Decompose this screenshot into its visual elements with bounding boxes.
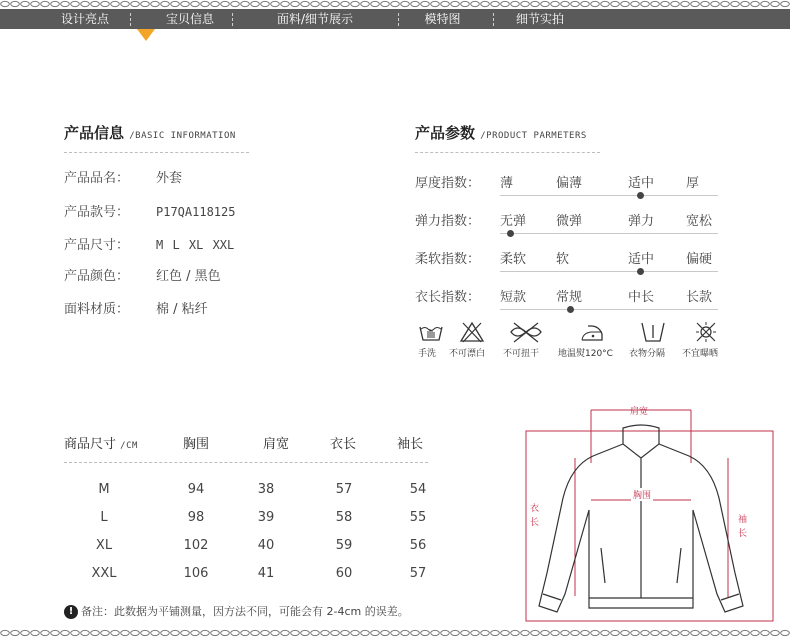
care-label: 地温熨120°C [558,349,613,359]
divider [64,152,249,153]
diagram-label-chest: 胸围 [631,488,653,501]
diagram-frame [526,431,773,621]
low-iron-icon [579,321,605,343]
size-cell: 39 [257,510,275,525]
nav-product-info[interactable]: 宝贝信息 [165,12,214,26]
nav-design-highlights[interactable]: 设计亮点 [60,12,109,26]
jacket-size-diagram [525,398,775,623]
info-row-name [64,167,182,186]
exclamation-icon: ! [64,605,78,619]
size-cell: 94 [187,482,205,497]
size-cell: 38 [257,482,275,497]
param-scale-track [500,309,718,310]
diagram-label-length: 衣长 [530,504,540,528]
size-cell: 40 [257,538,275,553]
bottom-chain-border [0,629,790,637]
product-info-heading: 产品信息 [64,124,125,142]
info-row-style-number [64,201,235,220]
info-value: 棉 / 粘纤 [156,302,208,317]
care-label: 手洗 [418,349,437,359]
size-table-slash: / [120,441,127,451]
info-row-material [64,298,208,317]
nav-fabric-details[interactable]: 面料/细节展示 [276,12,354,26]
divider [64,462,428,463]
active-nav-marker-icon [137,29,155,41]
info-label: 产品款号： [64,205,130,220]
info-value: M L XL XXL [156,238,235,252]
divider [415,152,600,153]
size-table-title [64,433,138,452]
size-cell: 57 [335,482,353,497]
size-cell: 41 [257,566,275,581]
jacket-outline [539,425,743,612]
care-label: 不宜曝晒 [682,349,719,359]
table-header-sleeve: 袖长 [397,437,424,452]
size-cell: 56 [409,538,427,553]
nav-divider [493,13,494,26]
size-cell: 58 [335,510,353,525]
param-option: 短款 [500,290,527,305]
hand-wash-icon [418,321,444,343]
param-option: 偏薄 [556,176,583,191]
info-row-size [64,234,234,253]
care-label: 不可漂白 [449,349,486,359]
info-value: 外套 [156,171,183,186]
info-value: 红色 / 黑色 [156,269,221,284]
size-label: XXL [91,566,117,581]
param-option: 适中 [628,252,655,267]
size-cell: 102 [183,538,209,553]
param-option: 常规 [556,290,583,305]
product-info-title [64,122,236,143]
product-params-subtitle: PRODUCT PARMETERS [486,131,587,141]
size-cell: 59 [335,538,353,553]
info-row-color [64,265,221,284]
param-scale-marker [567,306,574,313]
param-option: 中长 [628,290,655,305]
care-label: 衣物分隔 [629,349,666,359]
param-option: 宽松 [686,214,713,229]
param-option: 弹力 [628,214,655,229]
nav-divider [130,13,131,26]
param-option: 微弹 [556,214,583,229]
size-table-heading: 商品尺寸 [64,437,117,452]
param-option: 软 [556,252,570,267]
param-label: 柔软指数： [415,252,481,267]
care-label: 不可扭干 [503,349,540,359]
size-cell: 54 [409,482,427,497]
product-params-title [415,122,587,143]
product-params-heading: 产品参数 [415,124,476,142]
size-table-unit: CM [126,441,138,451]
param-scale-marker [637,192,644,199]
param-option: 长款 [686,290,713,305]
nav-detail-photos[interactable]: 细节实拍 [515,12,564,26]
info-label: 面料材质： [64,302,130,317]
nav-divider [232,13,233,26]
nav-divider [398,13,399,26]
diagram-label-shoulder: 肩宽 [630,407,649,417]
size-cell: 55 [409,510,427,525]
info-label: 产品尺寸： [64,238,130,253]
diagram-label-sleeve: 袖长 [738,515,748,539]
param-scale-track [500,233,718,234]
param-scale-marker [507,230,514,237]
param-scale-track [500,271,718,272]
info-value: P17QA118125 [156,205,236,219]
param-option: 薄 [500,176,514,191]
param-label: 衣长指数： [415,290,481,305]
param-scale-marker [637,268,644,275]
size-cell: 57 [409,566,427,581]
param-label: 弹力指数： [415,214,481,229]
size-label: L [100,510,108,525]
measurement-note [64,603,409,619]
table-header-shoulder: 肩宽 [263,437,290,452]
param-label: 厚度指数： [415,176,481,191]
size-label: M [98,482,110,497]
table-header-chest: 胸围 [183,437,210,452]
info-label: 产品品名： [64,171,130,186]
size-cell: 98 [187,510,205,525]
table-header-length: 衣长 [330,437,357,452]
param-option: 适中 [628,176,655,191]
no-wring-icon [508,321,544,343]
param-option: 偏硬 [686,252,713,267]
size-label: XL [95,538,113,553]
no-bleach-icon [459,321,485,343]
product-info-slash: / [129,131,136,141]
separate-wash-icon [640,321,666,343]
top-chain-border [0,0,790,8]
product-params-slash: / [480,131,487,141]
no-sun-dry-icon [693,321,719,343]
note-text: 备注：此数据为平铺测量，因方法不同，可能会有 2-4cm 的误差。 [81,605,409,618]
nav-model-photos[interactable]: 模特图 [424,12,461,26]
param-scale-track [500,195,718,196]
param-option: 厚 [686,176,700,191]
info-label: 产品颜色： [64,269,130,284]
top-nav [0,9,790,29]
param-option: 无弹 [500,214,527,229]
product-info-subtitle: BASIC INFORMATION [135,131,236,141]
size-cell: 60 [335,566,353,581]
size-cell: 106 [183,566,209,581]
param-option: 柔软 [500,252,527,267]
